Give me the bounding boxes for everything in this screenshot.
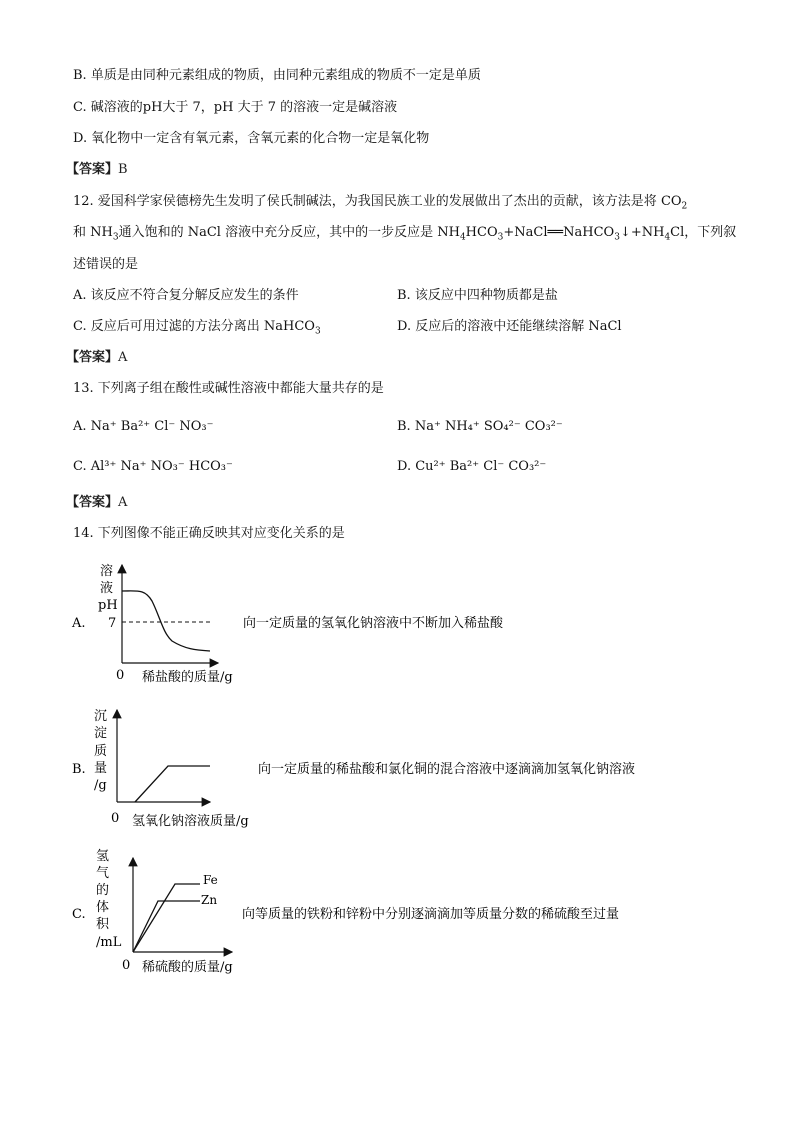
graph-b [60,700,760,835]
q13-option-d: D. Cu²⁺ Ba²⁺ Cl⁻ CO₃²⁻ [397,459,547,474]
graph-a-xlabel: 稀盐酸的质量/g [142,670,233,685]
graph-c-description: 向等质量的铁粉和锌粉中分别逐滴滴加等质量分数的稀硫酸至过量 [242,907,620,922]
graph-b-ylabel: 淀 [94,726,108,741]
q13-stem: 13. 下列离子组在酸性或碱性溶液中都能大量共存的是 [73,381,384,396]
graph-b-ylabel: 沉 [94,709,108,724]
q12-stem-line2: 和 $NH_3$通入饱和的 NaCl 溶液中充分反应，其中的一步反应是 $NH_4HCO_3+NaCl══NaHCO_3↓+NH_4Cl$，下列叙 [73,225,737,243]
graph-a-ylabel: 液 [100,581,114,596]
q13-answer [66,494,127,512]
graph-c [60,842,760,982]
graph-c-ylabel: 气 [96,866,110,881]
q12-option-a: A. 该反应不符合复分解反应发生的条件 [73,288,299,303]
graph-a-origin: 0 [116,668,125,683]
answer-value: A [118,350,128,365]
graph-c-label: C. [72,907,86,922]
answer-label: 【答案】 [66,162,119,177]
graph-a-curve [122,591,210,651]
q12-option-b: B. 该反应中四种物质都是盐 [397,288,558,303]
graph-a-description: 向一定质量的氢氧化钠溶液中不断加入稀盐酸 [243,616,504,631]
graph-a-ylabel: 溶 [100,564,114,579]
graph-a-ylabel: pH [98,598,118,613]
graph-c-origin: 0 [122,958,131,973]
answer-value: B [118,162,128,177]
q12-answer [66,349,127,367]
graph-b-ylabel: 量 [94,761,108,776]
graph-c-ylabel: /mL [96,935,122,950]
q14-stem: 14. 下列图像不能正确反映其对应变化关系的是 [73,526,345,541]
q11-option-b: B. 单质是由同种元素组成的物质，由同种元素组成的物质不一定是单质 [73,68,481,83]
q12-option-d: D. 反应后的溶液中还能继续溶解 NaCl [397,319,622,334]
graph-c-legend-fe: Fe [203,873,218,887]
q12-stem-line1: 12. 爱国科学家侯德榜先生发明了侯氏制碱法，为我国民族工业的发展做出了杰出的贡献，该方法是将 $CO_2$ [73,194,688,212]
q12-option-c: C. 反应后可用过滤的方法分离出 NaHCO$_3$ [73,319,321,337]
graph-b-label: B. [72,762,86,777]
graph-c-series-fe [133,884,200,952]
graph-a-tick-7: 7 [108,616,117,631]
q12-stem-line3: 述错误的是 [73,257,139,272]
graph-b-curve [135,766,210,802]
graph-c-xlabel: 稀硫酸的质量/g [142,960,233,975]
q13-option-b: B. Na⁺ NH₄⁺ SO₄²⁻ CO₃²⁻ [397,419,563,434]
graph-c-legend-zn: Zn [201,893,218,907]
q13-option-c: C. Al³⁺ Na⁺ NO₃⁻ HCO₃⁻ [73,459,233,474]
graph-c-ylabel: 的 [96,883,110,898]
graph-b-xlabel: 氢氧化钠溶液质量/g [132,814,249,829]
graph-b-description: 向一定质量的稀盐酸和氯化铜的混合溶液中逐滴滴加氢氧化钠溶液 [258,762,636,777]
graph-a [60,555,760,690]
answer-label: 【答案】 [66,495,119,510]
answer-value: A [118,495,128,510]
graph-b-ylabel: /g [94,778,107,793]
q13-option-a: A. Na⁺ Ba²⁺ Cl⁻ NO₃⁻ [73,419,214,434]
graph-c-series-zn [133,901,200,952]
answer-label: 【答案】 [66,350,119,365]
q11-option-c: C. 碱溶液的pH大于 7，pH 大于 7 的溶液一定是碱溶液 [73,100,398,115]
graph-b-origin: 0 [111,811,120,826]
q11-option-d: D. 氧化物中一定含有氧元素，含氧元素的化合物一定是氧化物 [73,131,430,146]
graph-c-ylabel: 氢 [96,849,110,864]
graph-a-label: A. [72,616,86,631]
graph-c-ylabel: 积 [96,917,110,932]
graph-c-ylabel: 体 [96,900,110,915]
graph-b-ylabel: 质 [94,744,108,759]
q11-answer [66,161,128,179]
